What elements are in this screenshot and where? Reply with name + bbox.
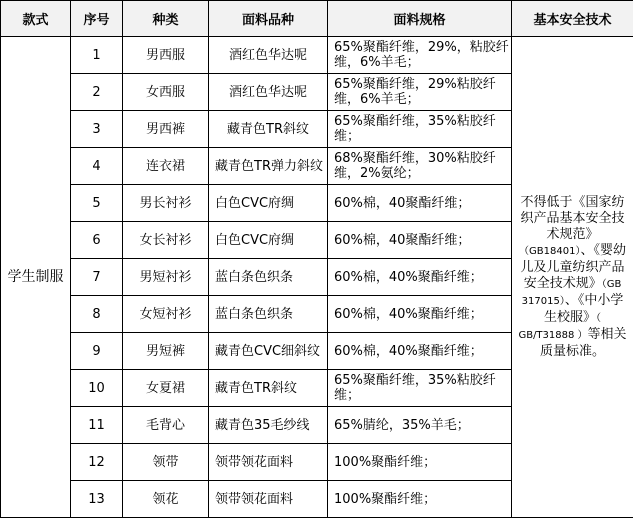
fabric-spec: 65%聚酯纤维，29%粘胶纤维，6%羊毛； bbox=[328, 74, 512, 111]
safety-code-3: （ GB/T31888 ） bbox=[518, 313, 601, 341]
safety-text-1: 不得低于《国家纺织产品基本安全技术规范》 bbox=[520, 195, 624, 242]
fabric-name: 白色CVC府绸 bbox=[209, 222, 328, 259]
fabric-spec: 100%聚酯纤维； bbox=[328, 481, 512, 518]
garment-type: 毛背心 bbox=[123, 407, 209, 444]
fabric-spec: 60%棉，40%聚酯纤维； bbox=[328, 259, 512, 296]
row-number: 1 bbox=[71, 37, 123, 74]
row-number: 11 bbox=[71, 407, 123, 444]
header-row bbox=[1, 1, 633, 37]
fabric-spec: 60%棉，40%聚酯纤维； bbox=[328, 296, 512, 333]
fabric-spec: 60%棉，40聚酯纤维； bbox=[328, 185, 512, 222]
safety-code-2: （GB 317015） bbox=[522, 279, 622, 307]
header-type: 种类 bbox=[123, 1, 209, 37]
safety-text-2: 、《婴幼儿及儿童纺织产品安全技术规》 bbox=[520, 243, 625, 291]
fabric-spec: 100%聚酯纤维； bbox=[328, 444, 512, 481]
safety-text-4: 等相关质量标准。 bbox=[540, 327, 627, 359]
fabric-name: 领带领花面料 bbox=[209, 481, 328, 518]
table-row bbox=[1, 37, 633, 74]
garment-type: 男短裤 bbox=[123, 333, 209, 370]
garment-type: 连衣裙 bbox=[123, 148, 209, 185]
fabric-spec: 65%腈纶，35%羊毛； bbox=[328, 407, 512, 444]
style-cell: 学生制服 bbox=[1, 37, 71, 518]
row-number: 10 bbox=[71, 370, 123, 407]
fabric-name: 藏青色TR斜纹 bbox=[209, 370, 328, 407]
row-number: 3 bbox=[71, 111, 123, 148]
safety-text-3: 、《中小学生校服》 bbox=[544, 293, 623, 325]
fabric-spec: 65%聚酯纤维，35%粘胶纤维； bbox=[328, 370, 512, 407]
row-number: 9 bbox=[71, 333, 123, 370]
row-number: 5 bbox=[71, 185, 123, 222]
fabric-name: 酒红色华达呢 bbox=[209, 37, 328, 74]
header-safety: 基本安全技术 bbox=[512, 1, 633, 37]
fabric-name: 白色CVC府绸 bbox=[209, 185, 328, 222]
row-number: 12 bbox=[71, 444, 123, 481]
row-number: 7 bbox=[71, 259, 123, 296]
garment-type: 领花 bbox=[123, 481, 209, 518]
garment-type: 女短衬衫 bbox=[123, 296, 209, 333]
header-spec: 面料规格 bbox=[328, 1, 512, 37]
fabric-name: 蓝白条色织条 bbox=[209, 296, 328, 333]
fabric-name: 蓝白条色织条 bbox=[209, 259, 328, 296]
fabric-name: 藏青色TR斜纹 bbox=[209, 111, 328, 148]
garment-type: 男西裤 bbox=[123, 111, 209, 148]
fabric-spec: 60%棉，40%聚酯纤维； bbox=[328, 333, 512, 370]
row-number: 6 bbox=[71, 222, 123, 259]
fabric-spec: 65%聚酯纤维，29%，粘胶纤维，6%羊毛； bbox=[328, 37, 512, 74]
garment-type: 女长衬衫 bbox=[123, 222, 209, 259]
garment-type: 男短衬衫 bbox=[123, 259, 209, 296]
row-number: 8 bbox=[71, 296, 123, 333]
row-number: 4 bbox=[71, 148, 123, 185]
fabric-spec: 65%聚酯纤维，35%粘胶纤维； bbox=[328, 111, 512, 148]
garment-type: 男西服 bbox=[123, 37, 209, 74]
garment-type: 领带 bbox=[123, 444, 209, 481]
fabric-spec: 60%棉，40聚酯纤维； bbox=[328, 222, 512, 259]
fabric-name: 藏青色TR弹力斜纹 bbox=[209, 148, 328, 185]
row-number: 13 bbox=[71, 481, 123, 518]
fabric-name: 藏青色CVC细斜纹 bbox=[209, 333, 328, 370]
garment-type: 男长衬衫 bbox=[123, 185, 209, 222]
safety-code-1: （GB18401） bbox=[519, 246, 580, 257]
fabric-name: 领带领花面料 bbox=[209, 444, 328, 481]
fabric-name: 藏青色35毛纱线 bbox=[209, 407, 328, 444]
header-fabric: 面料品种 bbox=[209, 1, 328, 37]
fabric-name: 酒红色华达呢 bbox=[209, 74, 328, 111]
row-number: 2 bbox=[71, 74, 123, 111]
header-number: 序号 bbox=[71, 1, 123, 37]
fabric-spec: 68%聚酯纤维，30%粘胶纤维，2%氨纶； bbox=[328, 148, 512, 185]
header-style: 款式 bbox=[1, 1, 71, 37]
safety-standard-cell bbox=[512, 37, 633, 518]
garment-type: 女夏裙 bbox=[123, 370, 209, 407]
garment-type: 女西服 bbox=[123, 74, 209, 111]
